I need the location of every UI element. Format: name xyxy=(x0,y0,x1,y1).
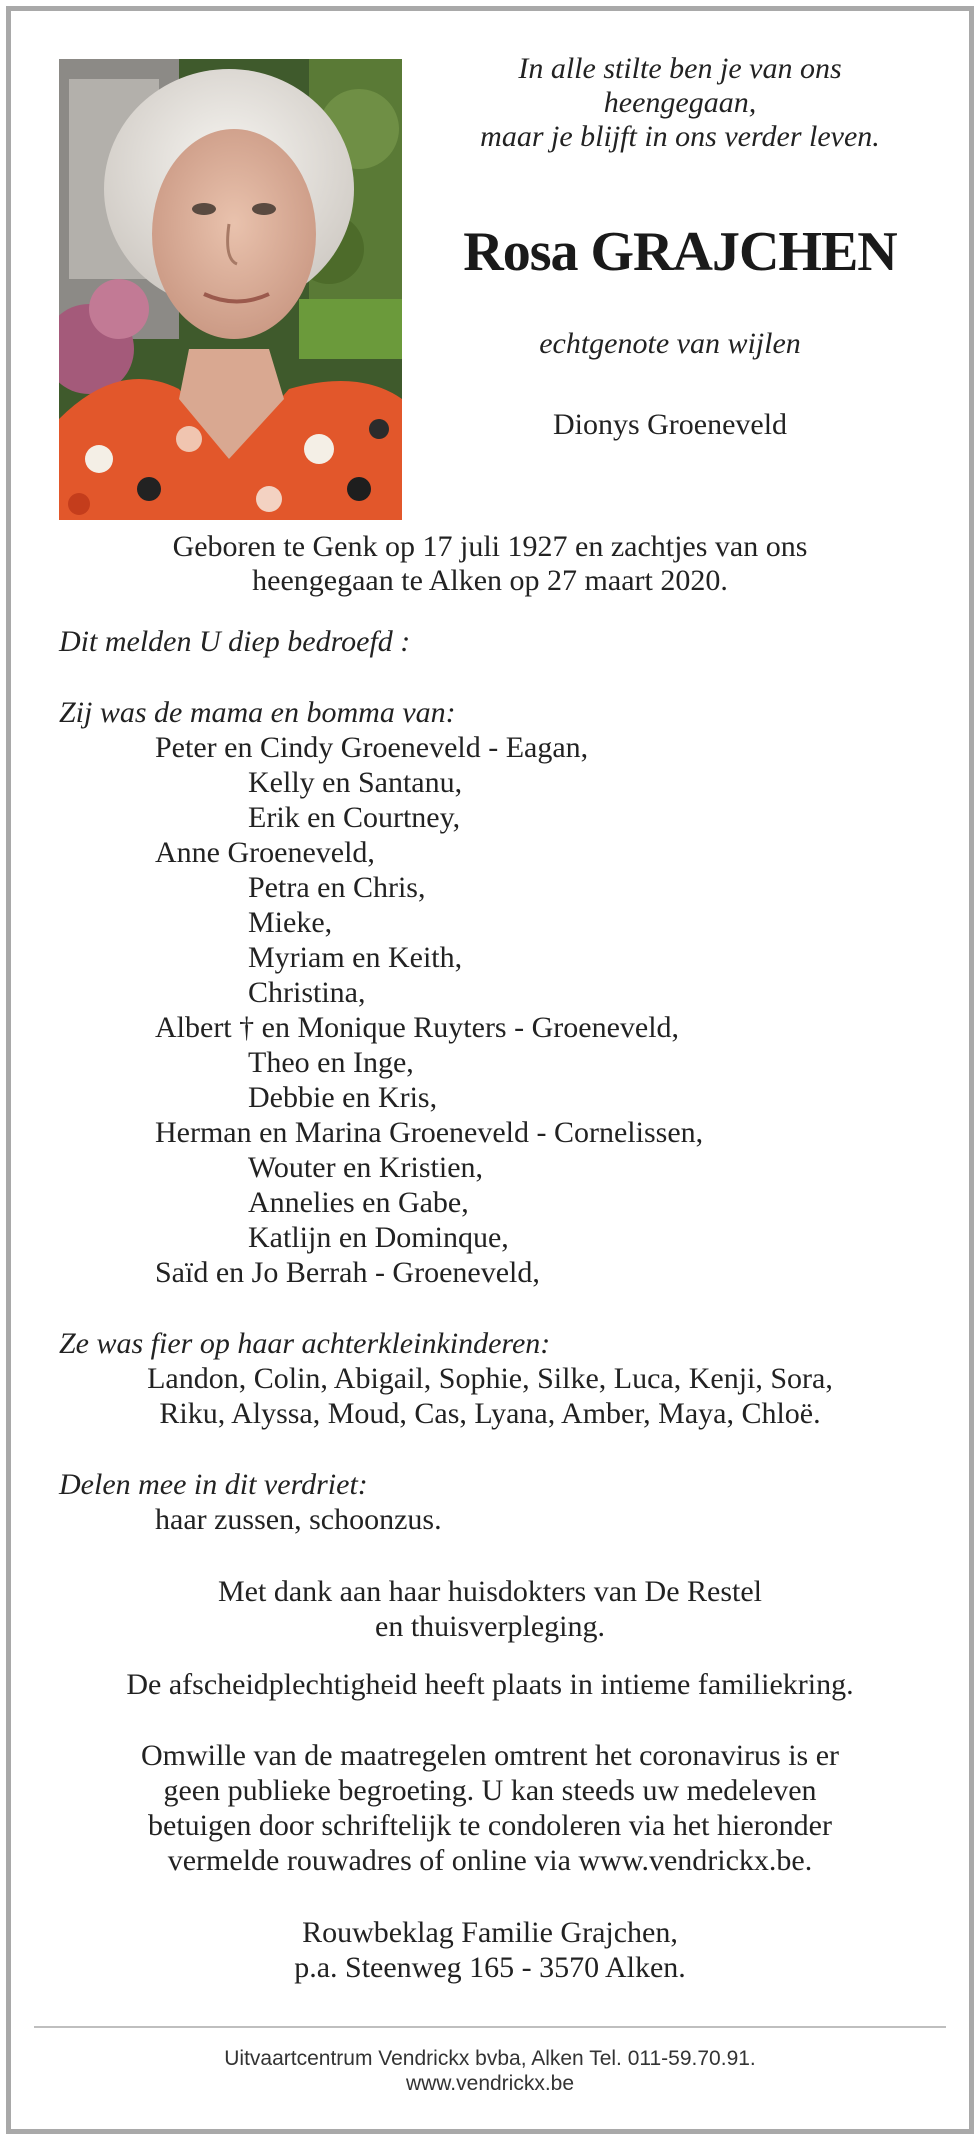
corona-line-1: Omwille van de maatregelen omtrent het coronavirus is er xyxy=(140,1739,840,1772)
great-grandchildren-line-1: Landon, Colin, Abigail, Sophie, Silke, Luca, Kenji, Sora, xyxy=(147,1362,833,1395)
family-line: Herman en Marina Groeneveld - Cornelissen, xyxy=(155,1116,704,1149)
footer-company: Uitvaartcentrum Vendrickx bvba, Alken Tel. 011-59.70.91. xyxy=(224,2047,756,2070)
portrait-photo xyxy=(59,59,402,520)
family-line: Debbie en Kris, xyxy=(248,1081,438,1114)
family-line: Albert † en Monique Ruyters - Groeneveld, xyxy=(155,1011,680,1044)
family-line: Peter en Cindy Groeneveld - Eagan, xyxy=(155,731,589,764)
spouse-intro: echtgenote van wijlen xyxy=(539,327,801,360)
sharing-intro: Delen mee in dit verdriet: xyxy=(59,1468,368,1501)
family-line: Theo en Inge, xyxy=(248,1046,414,1079)
great-grandchildren-line-2: Riku, Alyssa, Moud, Cas, Lyana, Amber, Maya, Chloë. xyxy=(159,1397,821,1430)
family-line: Erik en Courtney, xyxy=(248,801,461,834)
poem-line-3: maar je blijft in ons verder leven. xyxy=(480,120,880,153)
family-line: Katlijn en Dominque, xyxy=(248,1221,509,1254)
ceremony-text: De afscheidplechtigheid heeft plaats in intieme familiekring. xyxy=(126,1668,854,1701)
footer-website[interactable]: www.vendrickx.be xyxy=(405,2072,575,2095)
family-line: Mieke, xyxy=(248,906,333,939)
family-line: Anne Groeneveld, xyxy=(155,836,375,869)
birth-death-line-2: heengegaan te Alken op 27 maart 2020. xyxy=(252,564,728,597)
spouse-name: Dionys Groeneveld xyxy=(552,408,788,441)
sharing-text: haar zussen, schoonzus. xyxy=(155,1503,442,1536)
family-line: Annelies en Gabe, xyxy=(248,1186,469,1219)
thanks-line-1: Met dank aan haar huisdokters van De Restel xyxy=(218,1575,762,1608)
family-line: Christina, xyxy=(248,976,366,1009)
corona-line-4: vermelde rouwadres of online via www.vendrickx.be. xyxy=(167,1844,813,1877)
family-line: Myriam en Keith, xyxy=(248,941,463,974)
poem-line-2: heengegaan, xyxy=(603,86,757,119)
family-line: Kelly en Santanu, xyxy=(248,766,463,799)
mourning-address-line-2: p.a. Steenweg 165 - 3570 Alken. xyxy=(294,1951,686,1984)
deceased-name: Rosa GRAJCHEN xyxy=(463,221,897,283)
footer-divider xyxy=(34,2026,946,2028)
corona-line-3: betuigen door schriftelijk te condoleren via het hieronder xyxy=(148,1809,832,1842)
great-grandchildren-intro: Ze was fier op haar achterkleinkinderen: xyxy=(59,1327,551,1360)
mourning-address-line-1: Rouwbeklag Familie Grajchen, xyxy=(302,1916,678,1949)
family-line: Petra en Chris, xyxy=(248,871,426,904)
thanks-line-2: en thuisverpleging. xyxy=(375,1610,605,1643)
poem-line-1: In alle stilte ben je van ons xyxy=(518,52,842,85)
family-line: Wouter en Kristien, xyxy=(248,1151,484,1184)
birth-death-line-1: Geboren te Genk op 17 juli 1927 en zachtjes van ons xyxy=(172,530,808,563)
announce-intro: Dit melden U diep bedroefd : xyxy=(59,625,411,658)
children-intro: Zij was de mama en bomma van: xyxy=(59,696,456,729)
family-line: Saïd en Jo Berrah - Groeneveld, xyxy=(155,1256,540,1289)
corona-line-2: geen publieke begroeting. U kan steeds uw medeleven xyxy=(163,1774,817,1807)
